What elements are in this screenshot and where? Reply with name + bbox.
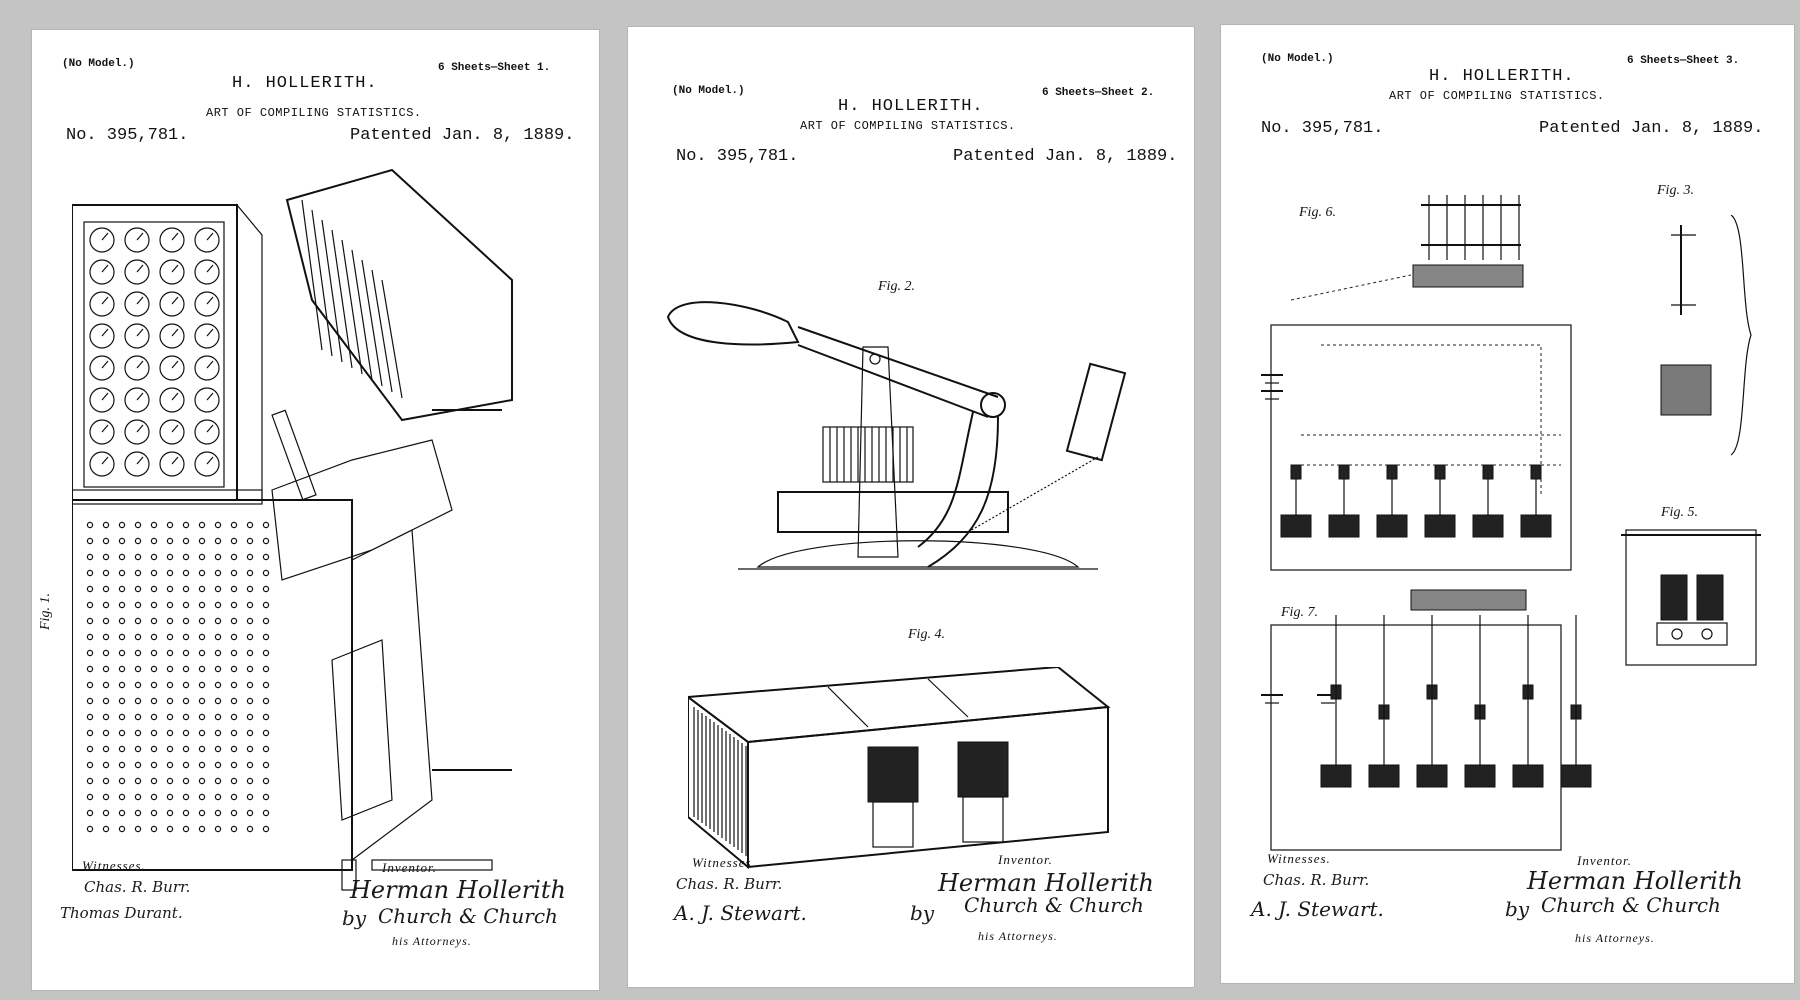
figure-label-5: Fig. 5. (1661, 505, 1698, 520)
inventor-signature: Herman Hollerith (1527, 867, 1743, 895)
witnesses-label: Witnesses. (82, 858, 146, 873)
figure-label-2: Fig. 2. (878, 279, 915, 294)
inventor-label: Inventor. (1577, 853, 1632, 868)
circuit-diagram-fig6 (1261, 165, 1591, 585)
figure-label-7: Fig. 7. (1281, 605, 1318, 620)
card-punch-drawing (658, 277, 1158, 607)
inventor-signature: Herman Hollerith (938, 869, 1154, 897)
witness-signature-2: A. J. Stewart. (1251, 897, 1384, 921)
inventor-name: H. HOLLERITH. (838, 97, 984, 116)
inventor-name: H. HOLLERITH. (1429, 67, 1575, 86)
patent-title: ART OF COMPILING STATISTICS. (800, 119, 1016, 133)
figure-label-6: Fig. 6. (1299, 205, 1336, 220)
patent-sheet-3 (1221, 25, 1794, 983)
patent-date: Patented Jan. 8, 1889. (350, 126, 575, 145)
patent-sheet-1 (32, 30, 599, 990)
tabulator-drawing (72, 160, 572, 900)
circuit-diagram-fig7 (1261, 585, 1651, 855)
witnesses-label: Witnesses. (692, 855, 756, 870)
attorneys-label: his Attorneys. (978, 929, 1058, 943)
attorneys-label: his Attorneys. (392, 934, 472, 948)
witness-signature-1: Chas. R. Burr. (1263, 871, 1370, 889)
no-model-label: (No Model.) (1261, 53, 1334, 65)
patent-date: Patented Jan. 8, 1889. (953, 147, 1178, 166)
attorney-signature: Church & Church (964, 893, 1144, 917)
inventor-label: Inventor. (382, 860, 437, 875)
by-label: by (910, 901, 935, 925)
attorneys-label: his Attorneys. (1575, 931, 1655, 945)
sheet-number: 6 Sheets—Sheet 3. (1627, 55, 1740, 67)
figure-label-1: Fig. 1. (38, 593, 53, 630)
patent-number: No. 395,781. (676, 147, 799, 166)
witness-signature-2: A. J. Stewart. (674, 901, 807, 925)
patent-date: Patented Jan. 8, 1889. (1539, 119, 1764, 138)
patent-number: No. 395,781. (66, 126, 189, 145)
no-model-label: (No Model.) (672, 85, 745, 97)
inventor-signature: Herman Hollerith (350, 876, 566, 904)
sheet-number: 6 Sheets—Sheet 2. (1042, 87, 1155, 99)
by-label: by (342, 906, 367, 930)
witness-signature-2: Thomas Durant. (60, 904, 183, 922)
attorney-signature: Church & Church (1541, 893, 1721, 917)
witness-signature-1: Chas. R. Burr. (84, 878, 191, 896)
inventor-name: H. HOLLERITH. (232, 74, 378, 93)
sheet-number: 6 Sheets—Sheet 1. (438, 62, 551, 74)
no-model-label: (No Model.) (62, 58, 135, 70)
figure-label-4: Fig. 4. (908, 627, 945, 642)
inventor-label: Inventor. (998, 852, 1053, 867)
witness-signature-1: Chas. R. Burr. (676, 875, 783, 893)
patent-title: ART OF COMPILING STATISTICS. (206, 106, 422, 120)
counter-relay-drawing (688, 667, 1128, 877)
patent-sheet-2 (628, 27, 1194, 987)
attorney-signature: Church & Church (378, 904, 558, 928)
figure-label-3: Fig. 3. (1657, 183, 1694, 198)
armature-detail-fig3 (1641, 215, 1761, 475)
patent-title: ART OF COMPILING STATISTICS. (1389, 89, 1605, 103)
witnesses-label: Witnesses. (1267, 851, 1331, 866)
by-label: by (1505, 897, 1530, 921)
patent-number: No. 395,781. (1261, 119, 1384, 138)
